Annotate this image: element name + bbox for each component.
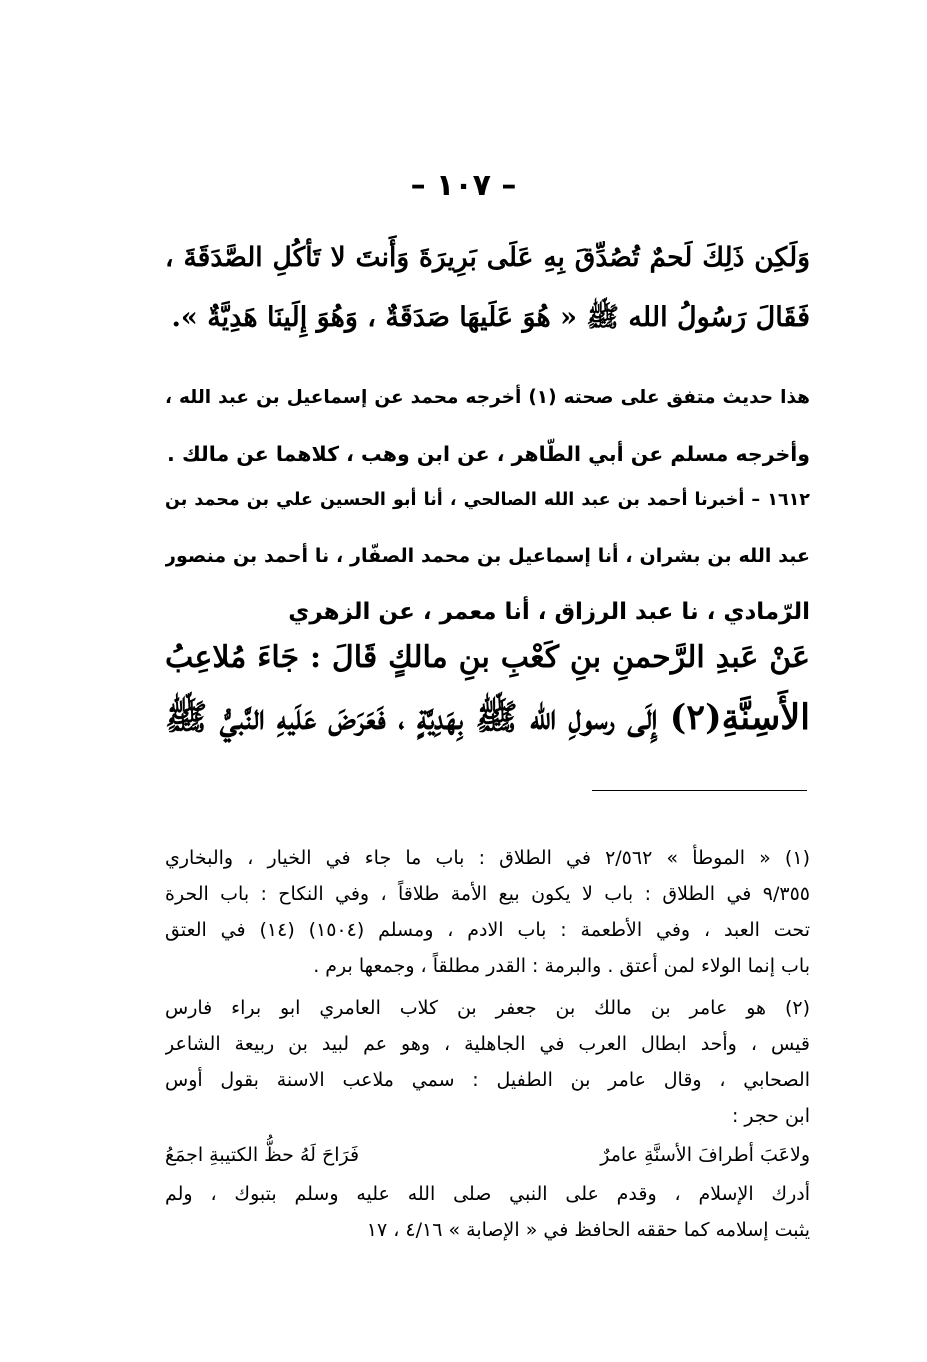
footnote-2-continuation — [165, 1176, 810, 1248]
page-number: – ١٠٧ – — [410, 168, 517, 203]
hadith-2-line: الأَسِنَّةِ(٢) إِلَى رسولِ الله ﷺ بِهَدِيَّةٍ ، فَعَرَضَ عَلَيهِ النَّبيُّ ﷺ — [165, 697, 810, 738]
hadith-2-line: عَنْ عَبدِ الرَّحمنِ بنِ كَعْبِ بنِ مالكٍ قَالَ : جَاءَ مُلاعِبُ — [165, 640, 810, 675]
commentary-paragraph — [165, 370, 810, 482]
isnad-line: عبد الله بن بشران ، أنا إسماعيل بن محمد الصفّار ، نا أحمد بن منصور — [165, 545, 810, 567]
footnote-2-line: الصحابي ، وقال عامر بن الطفيل : سمي ملاعب الاسنة بقول أوس — [165, 1069, 810, 1091]
commentary-line: وأخرجه مسلم عن أبي الطّاهر ، عن ابن وهب ، كلاهما عن مالك . — [167, 442, 810, 466]
footnote-2-line: يثبت إسلامه كما حققه الحافظ في « الإصابة » ٤/١٦ ، ١٧ — [366, 1219, 810, 1241]
footnote-2-line: قيس ، وأحد ابطال العرب في الجاهلية ، وهو عم لبيد بن ربيعة الشاعر — [165, 1033, 810, 1055]
footnote-divider — [592, 790, 807, 791]
isnad-paragraph-1612 — [165, 472, 810, 640]
hadith-1-line: وَلَكِن ذَلِكَ لَحمٌ تُصُدِّقَ بِهِ عَلَى بَرِيرَةَ وَأَنتَ لا تَأكُلِ الصَّدَقَةَ ، — [165, 242, 810, 273]
hadith-1-line: فَقَالَ رَسُولُ الله ﷺ « هُوَ عَلَيهَا صَدَقَةٌ ، وَهُوَ إِلَينَا هَدِيَّةٌ ». — [171, 302, 810, 333]
footnote-1-line: تحت العبد ، وفي الأطعمة : باب الادم ، ومسلم (١٥٠٤) (١٤) في العتق — [165, 919, 810, 941]
footnote-2 — [165, 990, 810, 1134]
hadith-text-2 — [165, 628, 810, 748]
hadith-text-1 — [165, 228, 810, 348]
poem-hemistich-1: ولاعَبَ أطرافَ الأسنَّةِ عامرٌ — [600, 1144, 810, 1166]
footnote-1-line: باب إنما الولاء لمن أعتق . والبرمة : القدر مطلقاً ، وجمعها برم . — [313, 955, 810, 977]
footnote-2-line: ابن حجر : — [731, 1105, 810, 1127]
poem-verse — [165, 1137, 810, 1173]
footnote-2-line: (٢) هو عامر بن مالك بن جعفر بن كلاب العامري ابو براء فارس — [165, 997, 810, 1019]
isnad-line: الرّمادي ، نا عبد الرزاق ، أنا معمر ، عن الزهري — [288, 599, 810, 625]
footnote-1 — [165, 840, 810, 984]
footnote-2-line: أدرك الإسلام ، وقدم على النبي صلى الله عليه وسلم بتبوك ، ولم — [165, 1183, 810, 1205]
footnote-1-line: (١) « الموطأ » ٢/٥٦٢ في الطلاق : باب ما جاء في الخيار ، والبخاري — [165, 847, 810, 869]
commentary-line: هذا حديث متفق على صحته (١) أخرجه محمد عن إسماعيل بن عبد الله ، — [165, 387, 810, 408]
poem-hemistich-2: فَرَاحَ لَهُ حظُّ الكتيبةِ اجمَعُ — [165, 1144, 360, 1166]
footnote-1-line: ٩/٣٥٥ في الطلاق : باب لا يكون بيع الأمة طلاقاً ، وفي النكاح : باب الحرة — [165, 883, 810, 905]
isnad-line: ١٦١٢ – أخبرنا أحمد بن عبد الله الصالحي ، أنا أبو الحسين علي بن محمد بن — [165, 490, 810, 510]
